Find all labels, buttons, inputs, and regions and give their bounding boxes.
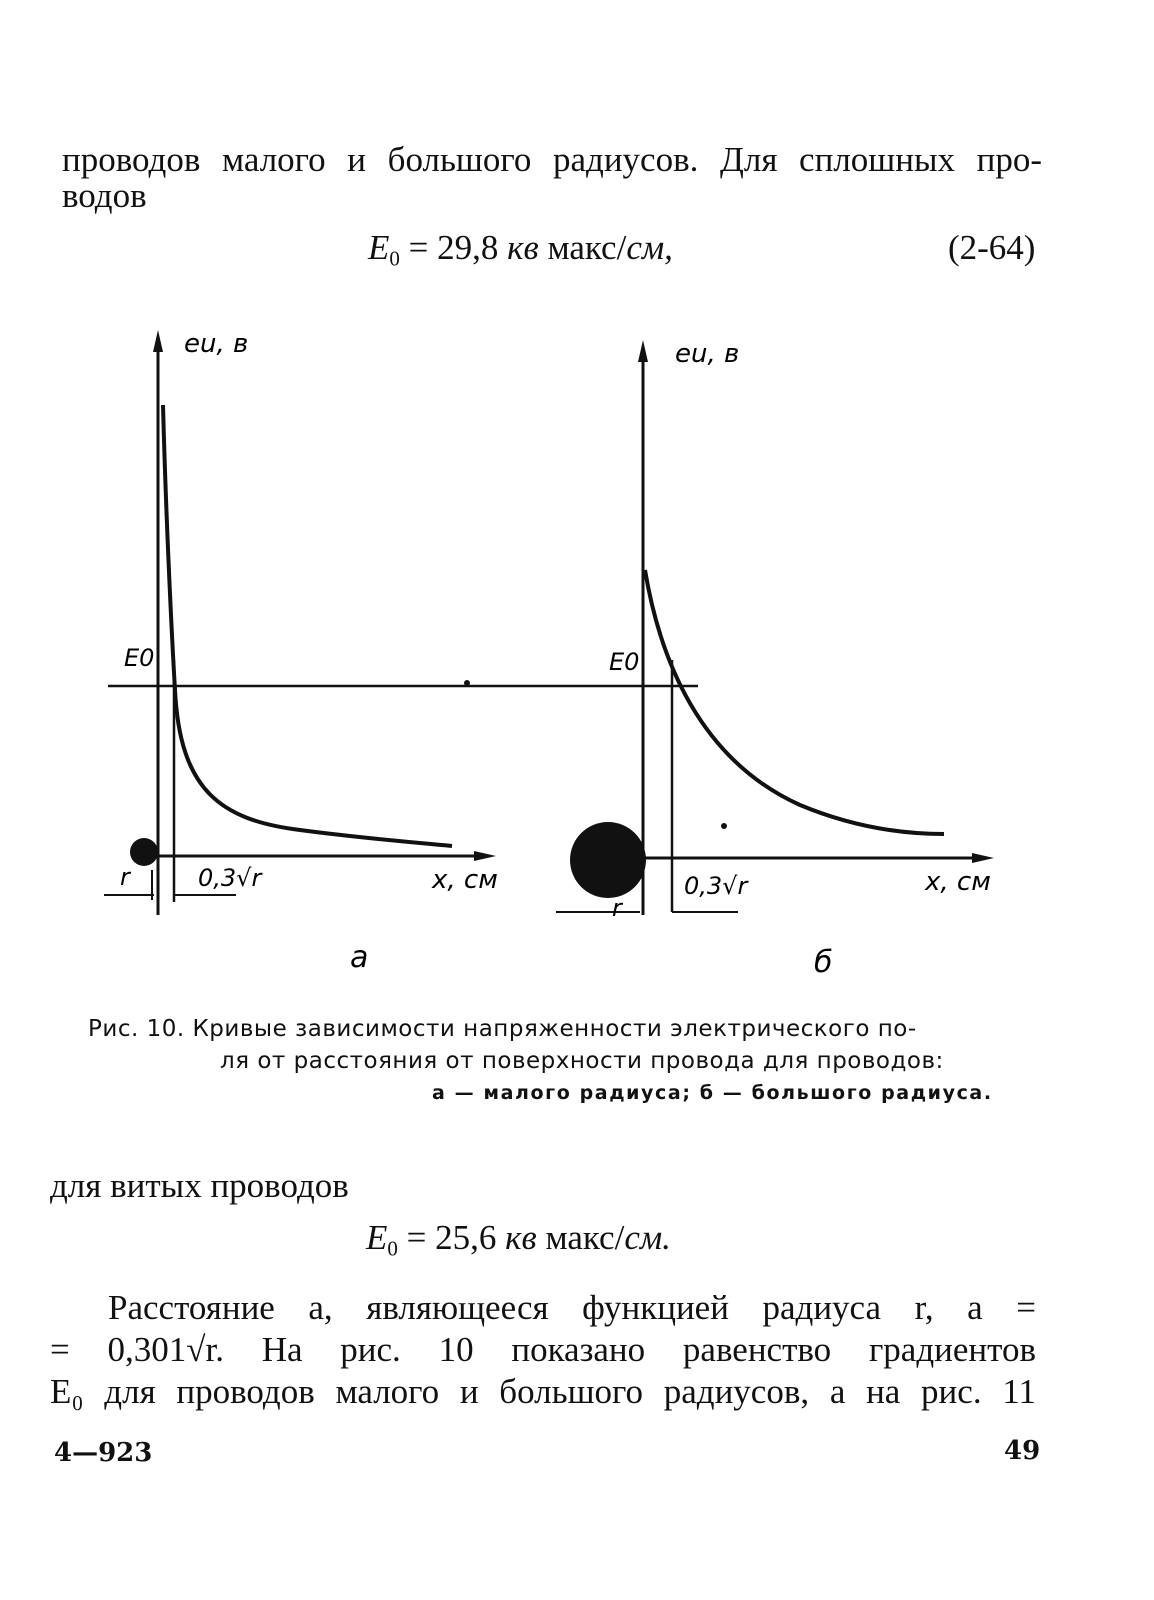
panel-a-r-label: r xyxy=(120,863,130,891)
eq2-value: = 25,6 xyxy=(406,1218,497,1257)
paragraph-2: для витых проводов xyxy=(50,1166,349,1205)
panel-a-e0-label: E0 xyxy=(124,644,155,672)
panel-b-x-arrow xyxy=(972,853,994,863)
panel-a-x-arrow xyxy=(474,851,496,861)
eq1-unit-cm: см, xyxy=(626,228,673,267)
panel-b-y-axis-label: eu, в xyxy=(675,339,740,369)
signature-mark: 4—923 xyxy=(54,1438,153,1468)
eq2-symbol: E xyxy=(366,1218,388,1257)
panel-b-drawing xyxy=(556,340,994,915)
eq2-unit-cm: см. xyxy=(624,1218,671,1257)
panel-a-wire-cross-section xyxy=(130,838,158,866)
panel-b-y-arrow xyxy=(638,340,648,362)
figure-caption-line-3: а — малого радиуса; б — большого радиуса. xyxy=(432,1082,993,1104)
eq1-unit-maks: макс/ xyxy=(547,228,627,267)
panel-b-r-label: r xyxy=(612,894,622,922)
panel-a-y-axis-label: eu, в xyxy=(184,329,249,359)
eq1-subscript: 0 xyxy=(389,246,400,271)
panel-b-e0-label: E0 xyxy=(609,648,640,676)
panel-b-curve xyxy=(645,570,944,834)
panel-a-y-arrow xyxy=(153,330,163,352)
eq1-value: = 29,8 xyxy=(408,228,499,267)
panel-b-x-axis-label: x, см xyxy=(925,867,991,897)
figure-caption-line-2: ля от расстояния от поверхности провода для проводов: xyxy=(220,1048,944,1074)
panel-b-label: б xyxy=(814,945,833,980)
paragraph-1-line-1: проводов малого и большого радиусов. Для сплошных про- xyxy=(62,140,1042,179)
eq2-unit-kv: кв xyxy=(505,1218,537,1257)
panel-a-label: а xyxy=(350,940,369,975)
panel-a-curve xyxy=(163,405,452,846)
panel-b-wire-cross-section xyxy=(570,822,646,898)
equation-number: (2-64) xyxy=(948,228,1036,267)
eq1-unit-kv: кв xyxy=(507,228,539,267)
paragraph-3-line-1: Расстояние a, являющееся функцией радиуса r, a = xyxy=(108,1288,1036,1327)
panel-a-distance-label: 0,3√r xyxy=(198,864,262,892)
panel-b-distance-label: 0,3√r xyxy=(684,872,748,900)
panel-a-x-axis-label: x, см xyxy=(432,865,498,895)
paragraph-3-line-3: E₀ для проводов малого и большого радиусов, а на рис. 11 xyxy=(50,1372,1036,1411)
eq1-symbol: E xyxy=(368,228,390,267)
page-number: 49 xyxy=(1004,1436,1041,1466)
equation-twisted xyxy=(366,1218,671,1261)
figure-caption-line-1: Рис. 10. Кривые зависимости напряженности электрического по- xyxy=(88,1016,917,1042)
eq2-unit-maks: макс/ xyxy=(545,1218,625,1257)
paragraph-3-line-2: = 0,301√r. На рис. 10 показано равенство градиентов xyxy=(50,1330,1036,1369)
paragraph-1-line-2: водов xyxy=(62,176,147,215)
eq2-subscript: 0 xyxy=(387,1236,398,1261)
